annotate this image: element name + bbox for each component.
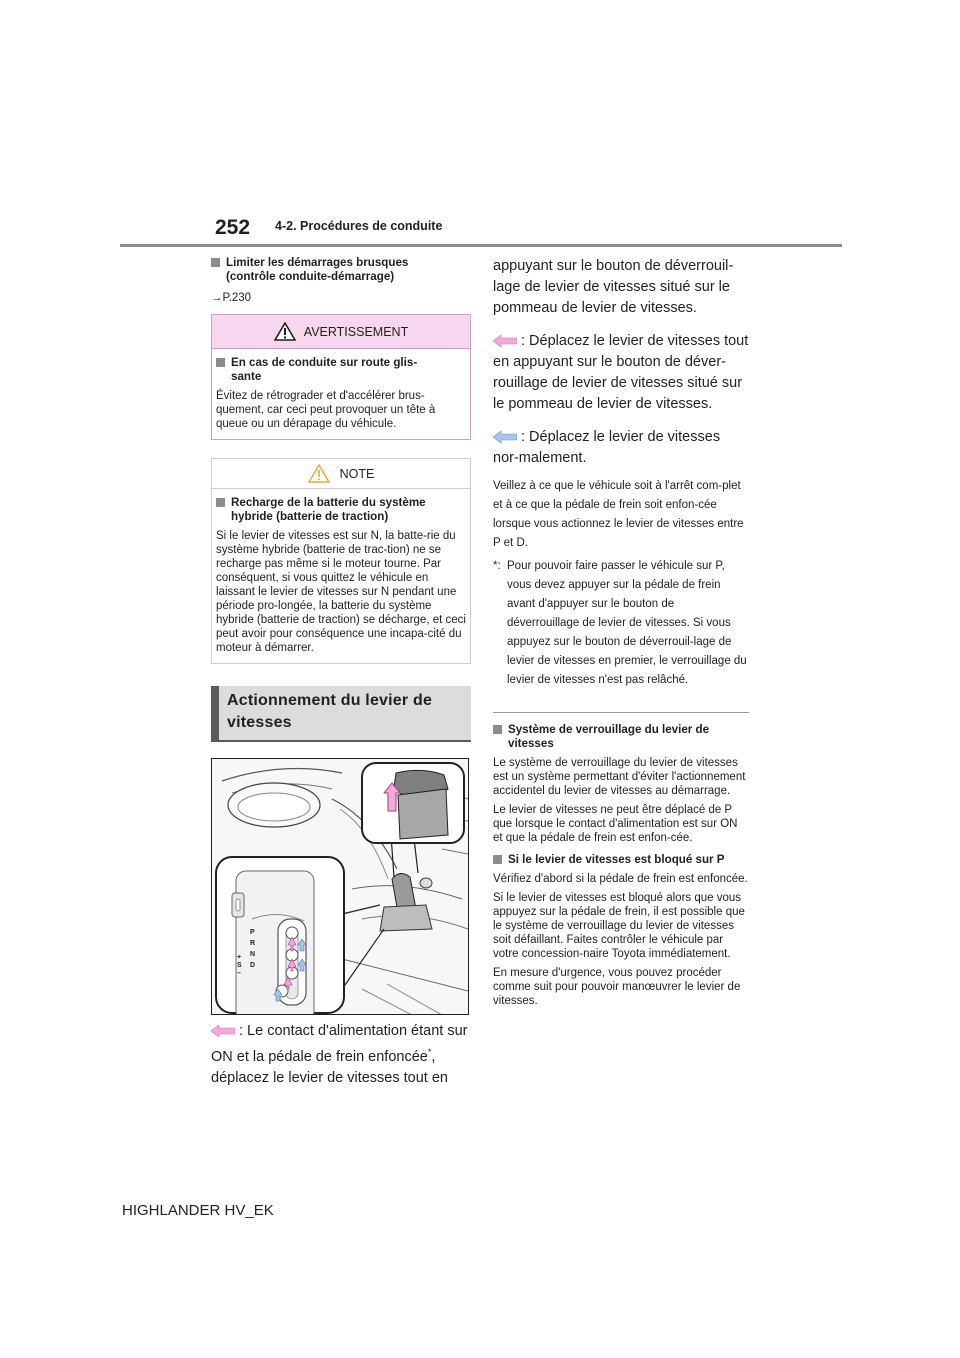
stuck-paragraph-2: Si le levier de vitesses est bloqué alors que vous appuyez sur la pédale de frein, il est possible que le système de verrouillage du levier de vitesses soit défaillant. Faites contrôler le véhicule par votre concession-naire Toyota immédiatement. bbox=[493, 892, 745, 960]
footer-model: HIGHLANDER HV_EK bbox=[122, 1202, 274, 1219]
note-heading bbox=[216, 496, 466, 524]
section-title-line1: Actionnement du levier de bbox=[227, 692, 433, 709]
pink-arrow-paragraph-2 bbox=[493, 331, 749, 415]
note-title-bar bbox=[212, 459, 470, 489]
shift-lever-drawing bbox=[212, 759, 469, 1015]
caution-paragraph: Veillez à ce que le véhicule soit à l'arrêt com-plet et à ce que la pédale de frein soit enfon-cée lorsque vous actionnez le levier de vitesses entre P et D. bbox=[493, 480, 744, 549]
lock-paragraph-2: Le levier de vitesses ne peut être déplacé de P que lorsque le contact d'alimentation est sur ON et que la pédale de frein est enfon-cée. bbox=[493, 804, 738, 844]
footnote-text: Pour pouvoir faire passer le véhicule sur P, vous devez appuyer sur la pédale de frein avant d'appuyer sur le bouton de déverrouillage de levier de vitesses. Si vous appuyez sur le bouton de déverrouil-lage de levier de vitesses en premier, le verrouillage du levier de vitesses n'est pas relâché. bbox=[507, 560, 747, 686]
note-title: NOTE bbox=[339, 466, 375, 481]
gate-label-p: P bbox=[250, 929, 255, 936]
warning-body: Évitez de rétrograder et d'accélérer brus-quement, car ceci peut provoquer un tête à queue ou un dérapage du véhicule. bbox=[216, 390, 436, 430]
continuation-paragraph: appuyant sur le bouton de déverrouil-lage de levier de vitesses situé sur le pommeau de levier de vitesses. bbox=[493, 258, 734, 316]
gate-label-minus: – bbox=[237, 970, 241, 977]
section-rule bbox=[211, 740, 471, 742]
blue-arrow-text: : Déplacez le levier de vitesses nor-malement. bbox=[493, 429, 721, 466]
note-box bbox=[211, 458, 471, 664]
limit-heading bbox=[211, 256, 471, 284]
note-heading-line1: Recharge de la batterie du système bbox=[231, 496, 426, 509]
bullet-square-icon bbox=[216, 358, 225, 367]
stuck-paragraph-1: Vérifiez d'abord si la pédale de frein est enfoncée. bbox=[493, 873, 748, 885]
lock-heading bbox=[493, 723, 749, 751]
page-reference: →P.230 bbox=[211, 292, 252, 304]
note-triangle-icon bbox=[308, 464, 330, 483]
limit-heading-line2: (contrôle conduite-démarrage) bbox=[226, 270, 395, 283]
warning-title-bar bbox=[212, 315, 470, 349]
lock-heading-line1: Système de verrouillage du levier de bbox=[508, 723, 710, 736]
section-title-line2: vitesses bbox=[227, 714, 292, 731]
bullet-square-icon bbox=[493, 855, 502, 864]
page-number: 252 bbox=[215, 216, 251, 239]
left-column bbox=[211, 256, 471, 1089]
pink-arrow-icon bbox=[211, 1025, 235, 1037]
bullet-square-icon bbox=[211, 258, 220, 267]
gate-label-s: S bbox=[237, 962, 242, 969]
lock-heading-line2: vitesses bbox=[508, 737, 554, 750]
blue-arrow-icon bbox=[493, 431, 517, 443]
pink-arrow-2-text: : Déplacez le levier de vitesses tout en appuyant sur le bouton de déver-rouillage de levier de vitesses situé sur le pommeau de levier de vitesses. bbox=[493, 333, 749, 412]
pink-arrow-text-a: : Le contact d'alimentation étant sur ON et la pédale de frein enfoncée bbox=[211, 1023, 468, 1065]
bullet-square-icon bbox=[493, 725, 502, 734]
header-rule bbox=[120, 244, 842, 247]
warning-heading bbox=[216, 356, 466, 384]
chapter-title: 4-2. Procédures de conduite bbox=[275, 219, 443, 233]
gate-label-n: N bbox=[250, 951, 256, 958]
limit-heading-line1: Limiter les démarrages brusques bbox=[226, 256, 409, 269]
warning-triangle-icon bbox=[274, 322, 296, 341]
warning-heading-line1: En cas de conduite sur route glis- bbox=[231, 356, 418, 369]
gate-label-plus: + bbox=[237, 954, 242, 961]
warning-box bbox=[211, 314, 471, 440]
pink-arrow-icon bbox=[493, 335, 517, 347]
blue-arrow-paragraph bbox=[493, 427, 749, 469]
footnote-mark: *: bbox=[493, 560, 501, 572]
section-heading bbox=[211, 686, 471, 740]
right-column bbox=[493, 256, 749, 1008]
footnote bbox=[493, 557, 749, 690]
pink-arrow-text-b: , déplacez le levier de vitesses tout en bbox=[211, 1048, 448, 1086]
stuck-heading bbox=[493, 853, 749, 867]
lock-paragraph-1: Le système de verrouillage du levier de vitesses est un système permettant d'éviter l'actionnement accidentel du levier de vitesses au démarrage. bbox=[493, 757, 746, 797]
shift-lever-illustration bbox=[211, 758, 469, 1015]
warning-title: AVERTISSEMENT bbox=[303, 324, 409, 339]
divider bbox=[493, 712, 749, 713]
footnote-star: * bbox=[427, 1047, 432, 1057]
warning-heading-line2: sante bbox=[231, 370, 262, 383]
gate-label-r: R bbox=[250, 940, 256, 947]
stuck-paragraph-3: En mesure d'urgence, vous pouvez procéder comme suit pour pouvoir manœuvrer le levier de vitesses. bbox=[493, 967, 741, 1007]
note-body: Si le levier de vitesses est sur N, la batte-rie du système hybride (batterie de trac-tion) ne se recharge pas même si le moteur tourne. Par conséquent, si vous quittez le véhicule en laissant le levier de vitesses sur N pendant une période pro-longée, la batterie du système hybride (batterie de traction) se décharge, et ceci peut avoir pour conséquence une incapa-cité du moteur à démarrer. bbox=[216, 530, 466, 654]
bullet-square-icon bbox=[216, 498, 225, 507]
gate-label-d: D bbox=[250, 962, 256, 969]
stuck-heading-text: Si le levier de vitesses est bloqué sur P bbox=[508, 853, 725, 866]
note-heading-line2: hybride (batterie de traction) bbox=[231, 510, 389, 523]
pink-arrow-paragraph bbox=[211, 1021, 471, 1089]
